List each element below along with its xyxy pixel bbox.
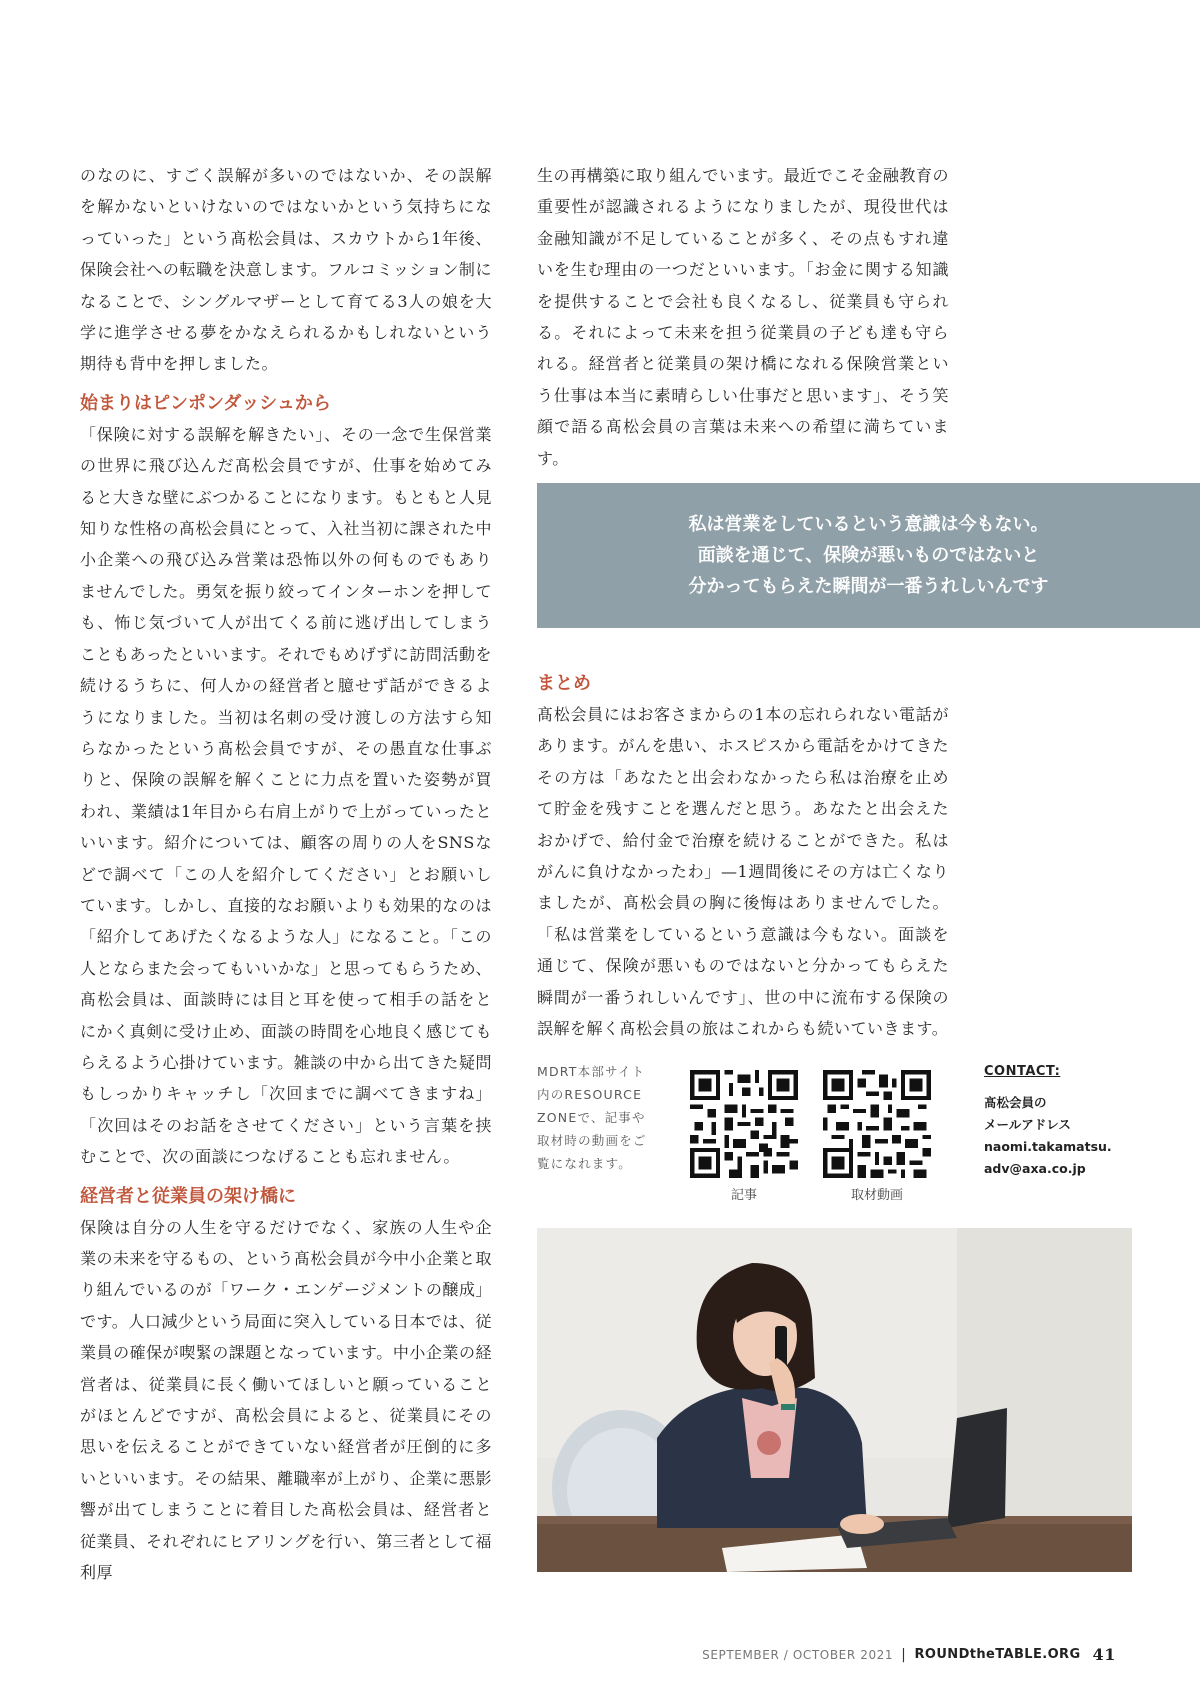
woman-on-phone-photo-icon — [537, 1228, 1132, 1572]
article-paragraph: 「保険に対する誤解を解きたい」、その一念で生保営業の世界に飛び込んだ髙松会員ですが、仕事を始めてみると大きな壁にぶつかることになります。もともと人見知りな性格の髙松会員にとって、入社当初に課された中小企業への飛び込み営業は恐怖以外の何ものでもありませんでした。勇気を振り絞ってインターホンを押しても、怖じ気づいて人が出てくる前に逃げ出してしまうこともあったといいます。それでもめげずに訪問活動を続けるうちに、何人かの経営者と臆せず話ができるようになりました。当初は名刺の受け渡しの方法すら知らなかったという髙松会員ですが、その愚直な仕事ぶりと、保険の誤解を解くことに力点を置いた姿勢が買われ、業績は1年目から右肩上がりで上がっていったといいます。紹介については、顧客の周りの人をSNSなどで調べて「この人を紹介してください」とお願いしています。しかし、直接的なお願いよりも効果的なのは「紹介してあげたくなるような人」になること。「この人とならまた会ってもいいかな」と思ってもらうため、髙松会員は、面談時には目と耳を使って相手の話をとにかく真剣に受け止め、面談の時間を心地良く感じてもらえるよう心掛けています。雑談の中から出てきた疑問もしっかりキャッチし「次回までに調べてきますね」「次回はそのお話をさせてください」という言葉を挟むことで、次の面談につなげることも忘れません。 — [80, 424, 492, 1167]
page-footer — [702, 1645, 1116, 1664]
pull-quote-line: 分かってもらえた瞬間が一番うれしいんです — [688, 576, 1049, 597]
left-column — [80, 160, 492, 1588]
qr-code-icon — [690, 1070, 798, 1178]
contact-line: 髙松会員の — [984, 1095, 1047, 1110]
page-number: 41 — [1092, 1645, 1116, 1664]
contact-email[interactable]: adv@axa.co.jp — [984, 1161, 1086, 1176]
section-heading: 始まりはピンポンダッシュから — [80, 392, 331, 414]
article-paragraph: 生の再構築に取り組んでいます。最近でこそ金融教育の重要性が認識されるようになりましたが、現役世代は金融知識が不足していることが多く、その点もすれ違いを生む理由の一つだといいます。「お金に関する知識を提供することで会社も良くなるし、従業員も守られる。それによって未来を担う従業員の子ども達も守られる。経営者と従業員の架け橋になれる保険営業という仕事は本当に素晴らしい仕事だと思います」、そう笑顔で語る髙松会員の言葉は未来への希望に満ちています。 — [537, 166, 949, 468]
section-heading: まとめ — [537, 673, 591, 694]
contact-email[interactable]: naomi.takamatsu. — [984, 1139, 1112, 1154]
video-qr-code[interactable] — [823, 1070, 931, 1178]
qr-code-icon — [823, 1070, 931, 1178]
right-column-summary — [537, 668, 949, 1044]
article-qr-code[interactable] — [690, 1070, 798, 1178]
footer-separator: | — [901, 1646, 907, 1663]
qr-label: 取材動画 — [850, 1188, 903, 1203]
contact-title: CONTACT: — [984, 1064, 1061, 1079]
section-heading: 経営者と従業員の架け橋に — [80, 1185, 296, 1207]
contact-line: メールアドレス — [984, 1117, 1071, 1132]
site-link[interactable]: ROUNDtheTABLE.ORG — [914, 1647, 1081, 1662]
article-paragraph: 髙松会員にはお客さまからの1本の忘れられない電話があります。がんを患い、ホスピスから電話をかけてきたその方は「あなたと出会わなかったら私は治療を止めて貯金を残すことを選んだと思う。あなたと出会えたおかげで、給付金で治療を続けることができた。私はがんに負けなかったわ」—1週間後にその方は亡くなりましたが、髙松会員の胸に後悔はありませんでした。「私は営業をしているという意識は今もない。面談を通じて、保険が悪いものではないと分かってもらえた瞬間が一番うれしいんです」、世の中に流布する保険の誤解を解く髙松会員の旅はこれからも続いていきます。 — [537, 705, 949, 1039]
pull-quote-line: 私は営業をしているという意識は今もない。 — [688, 514, 1049, 535]
pull-quote-line: 面談を通じて、保険が悪いものではないと — [697, 545, 1040, 566]
resource-note: MDRT本部サイト内のRESOURCE ZONEで、記事や取材時の動画をご覧になれます。 — [537, 1064, 647, 1171]
article-paragraph: のなのに、すごく誤解が多いのではないか、その誤解を解かないといけないのではないかという気持ちになっていった」という髙松会員は、スカウトから1年後、保険会社への転職を決意します。フルコミッション制になることで、シングルマザーとして育てる3人の娘を大学に進学させる夢をかなえられるかもしれないという期待も背中を押しました。 — [80, 166, 492, 374]
right-column-top — [537, 160, 949, 474]
qr-label: 記事 — [730, 1188, 757, 1203]
contact-block — [984, 1092, 1134, 1180]
issue-date: SEPTEMBER / OCTOBER 2021 — [702, 1647, 894, 1662]
pull-quote — [537, 483, 1200, 628]
article-paragraph: 保険は自分の人生を守るだけでなく、家族の人生や企業の未来を守るもの、という髙松会員が今中小企業と取り組んでいるのが「ワーク・エンゲージメントの醸成」です。人口減少という局面に突入している日本では、従業員の確保が喫緊の課題となっています。中小企業の経営者は、従業員に長く働いてほしいと願っていることがほとんどですが、髙松会員によると、従業員にその思いを伝えることができていない経営者が圧倒的に多いといいます。その結果、離職率が上がり、企業に悪影響が出てしまうことに着目した髙松会員は、経営者と従業員、それぞれにヒアリングを行い、第三者として福利厚 — [80, 1217, 492, 1583]
profile-photo — [537, 1228, 1132, 1572]
